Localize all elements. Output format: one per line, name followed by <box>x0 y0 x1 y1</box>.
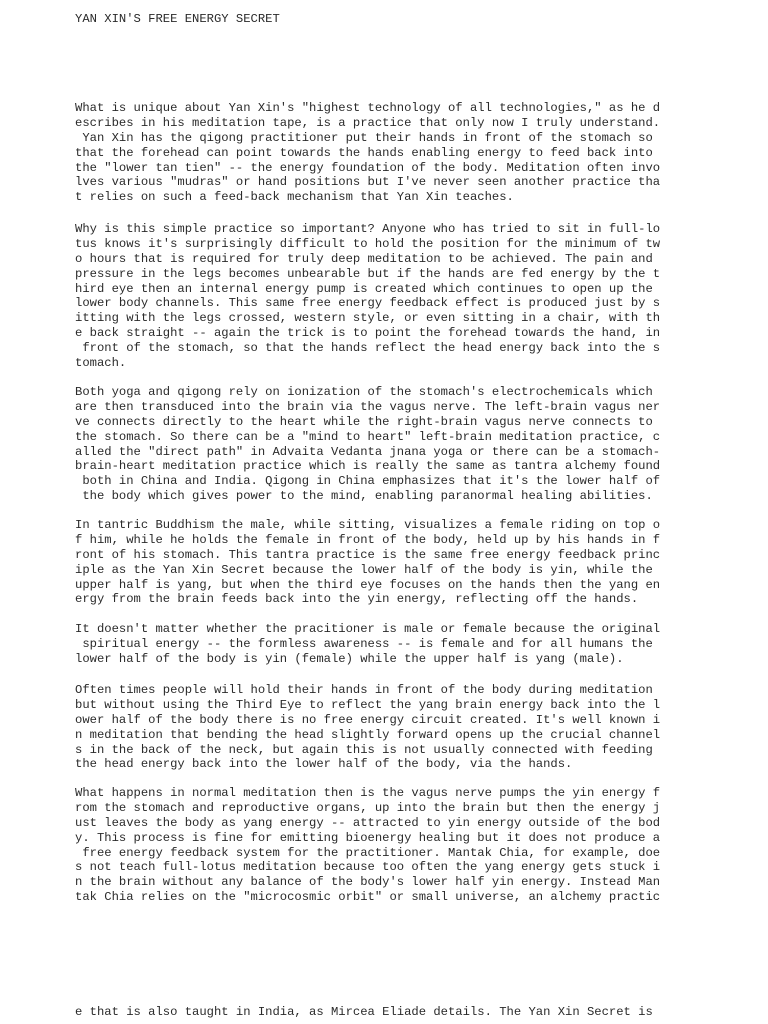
paragraph <box>75 683 660 772</box>
text-line: pressure in the legs becomes unbearable but if the hands are fed energy by the t <box>75 266 661 281</box>
text-line: lower half of the body is yin (female) while the upper half is yang (male). <box>75 651 624 666</box>
text-line: t relies on such a feed-back mechanism that Yan Xin teaches. <box>75 190 514 205</box>
text-line: e back straight -- again the trick is to point the forehead towards the hand, in <box>75 326 661 341</box>
text-line: brain-heart meditation practice which is really the same as tantra alchemy found <box>75 459 661 474</box>
text-line: both in China and India. Qigong in China emphasizes that it's the lower half of <box>75 474 661 489</box>
text-line: itting with the legs crossed, western style, or even sitting in a chair, with th <box>75 311 661 326</box>
text-line: s not teach full-lotus meditation because too often the yang energy gets stuck i <box>75 860 661 875</box>
text-line: are then transduced into the brain via the vagus nerve. The left-brain vagus ner <box>75 399 661 414</box>
paragraph <box>75 518 660 607</box>
text-line: Yan Xin has the qigong practitioner put their hands in front of the stomach so <box>75 130 653 145</box>
text-line: e that is also taught in India, as Mircea Eliade details. The Yan Xin Secret is <box>75 1005 653 1019</box>
text-line: tak Chia relies on the "microcosmic orbit" or small universe, an alchemy practic <box>75 890 661 905</box>
text-line: s in the back of the neck, but again this is not usually connected with feeding <box>75 742 653 757</box>
text-line: tus knows it's surprisingly difficult to hold the position for the minimum of tw <box>75 236 661 251</box>
text-line: escribes in his meditation tape, is a practice that only now I truly understand. <box>75 115 661 130</box>
text-line: lves various "mudras" or hand positions but I've never seen another practice tha <box>75 175 661 190</box>
text-line: that the forehead can point towards the hands enabling energy to feed back into <box>75 145 653 160</box>
text-line: What is unique about Yan Xin's "highest technology of all technologies," as he d <box>75 101 661 115</box>
text-line: the "lower tan tien" -- the energy foundation of the body. Meditation often invo <box>75 160 661 175</box>
paragraph <box>75 101 660 205</box>
text-line: Why is this simple practice so important? Anyone who has tried to sit in full-lo <box>75 222 661 236</box>
paragraph <box>75 786 660 905</box>
text-line: front of the stomach, so that the hands reflect the head energy back into the s <box>75 341 661 356</box>
text-line: the stomach. So there can be a "mind to heart" left-brain meditation practice, c <box>75 429 661 444</box>
text-line: the head energy back into the lower half of the body, via the hands. <box>75 757 573 772</box>
text-line: upper half is yang, but when the third eye focuses on the hands then the yang en <box>75 577 661 592</box>
text-line: It doesn't matter whether the pracitioner is male or female because the original <box>75 622 661 636</box>
page-title: YAN XIN'S FREE ENERGY SECRET <box>75 12 280 26</box>
text-line: What happens in normal meditation then is the vagus nerve pumps the yin energy f <box>75 786 661 800</box>
text-line: alled the "direct path" in Advaita Vedanta jnana yoga or there can be a stomach- <box>75 444 661 459</box>
text-line: the body which gives power to the mind, enabling paranormal healing abilities. <box>75 489 653 504</box>
text-line: o hours that is required for truly deep meditation to be achieved. The pain and <box>75 251 653 266</box>
text-line: iple as the Yan Xin Secret because the lower half of the body is yin, while the <box>75 562 653 577</box>
paragraph <box>75 1005 653 1020</box>
paragraph <box>75 622 660 667</box>
text-line: ve connects directly to the heart while the right-brain vagus nerve connects to <box>75 414 653 429</box>
text-line: n meditation that bending the head slightly forward opens up the crucial channel <box>75 727 661 742</box>
text-line: ront of his stomach. This tantra practice is the same free energy feedback princ <box>75 547 661 562</box>
text-line: hird eye then an internal energy pump is created which continues to open up the <box>75 281 653 296</box>
text-line: Both yoga and qigong rely on ionization of the stomach's electrochemicals which <box>75 385 653 399</box>
paragraph <box>75 385 660 504</box>
text-line: In tantric Buddhism the male, while sitting, visualizes a female riding on top o <box>75 518 661 532</box>
text-line: rom the stomach and reproductive organs, up into the brain but then the energy j <box>75 800 661 815</box>
text-line: but without using the Third Eye to reflect the yang brain energy back into the l <box>75 697 661 712</box>
text-line: ergy from the brain feeds back into the yin energy, reflecting off the hands. <box>75 592 639 607</box>
text-line: f him, while he holds the female in front of the body, held up by his hands in f <box>75 532 661 547</box>
text-line: ust leaves the body as yang energy -- attracted to yin energy outside of the bod <box>75 815 661 830</box>
text-line: lower body channels. This same free energy feedback effect is produced just by s <box>75 296 661 311</box>
text-line: spiritual energy -- the formless awareness -- is female and for all humans the <box>75 636 653 651</box>
text-line: y. This process is fine for emitting bioenergy healing but it does not produce a <box>75 830 661 845</box>
paragraph <box>75 222 660 371</box>
text-line: tomach. <box>75 356 127 371</box>
text-line: Often times people will hold their hands in front of the body during meditation <box>75 683 653 697</box>
text-line: ower half of the body there is no free energy circuit created. It's well known i <box>75 712 661 727</box>
text-line: free energy feedback system for the practitioner. Mantak Chia, for example, doe <box>75 845 661 860</box>
text-line: n the brain without any balance of the body's lower half yin energy. Instead Man <box>75 875 661 890</box>
